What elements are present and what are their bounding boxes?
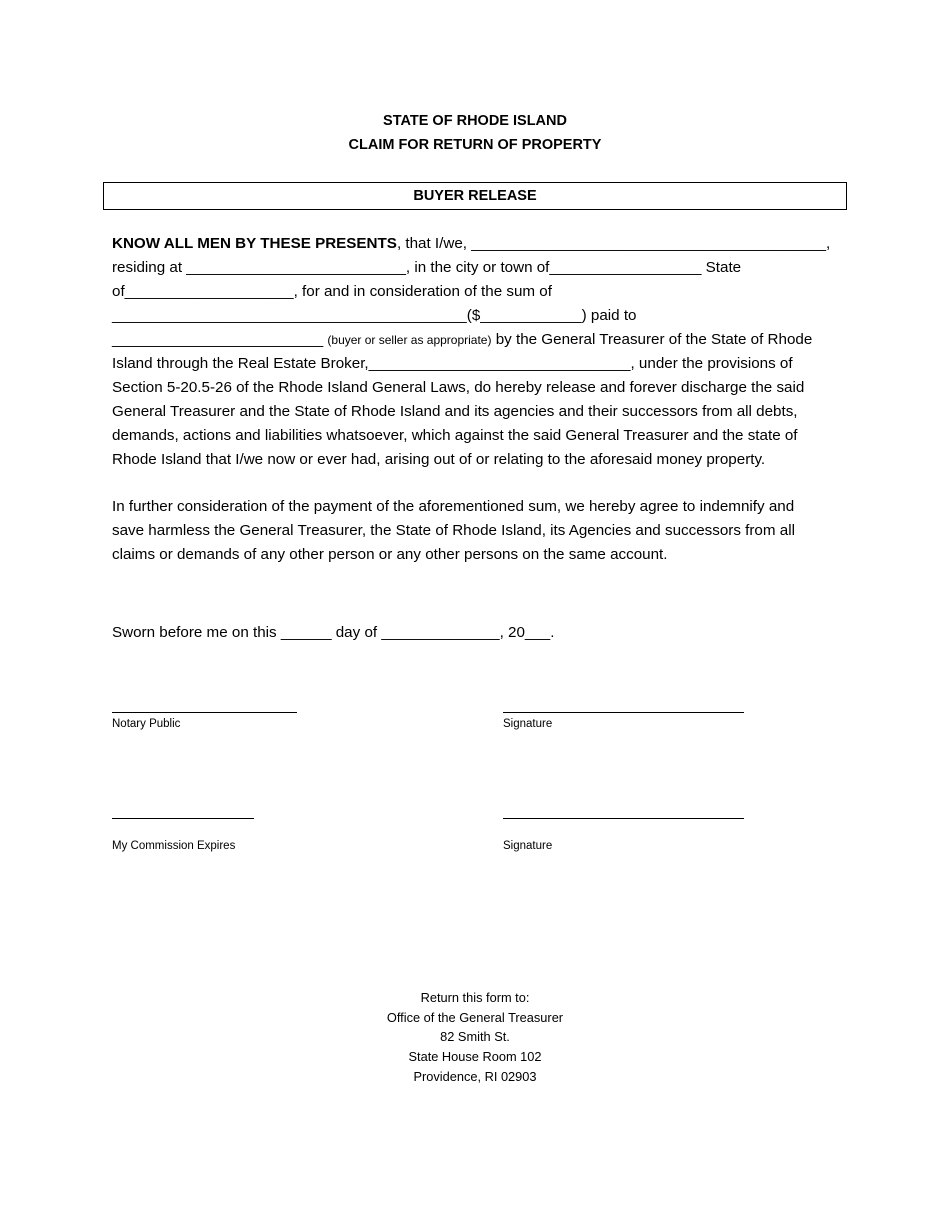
paragraph1-line2: residing at __________________________, in the city or town of__________________ State [112,259,742,276]
paragraph1-line5-rest: by the General Treasurer of the State of Rhode [495,331,813,348]
return-address-line3: 82 Smith St. [440,1029,510,1045]
paragraph1-line10: Rhode Island that I/we now or ever had, arising out of or relating to the aforesaid money property. [112,451,766,468]
paragraph1-line6: Island through the Real Estate Broker,_______________________________, under the provisions of [112,355,793,372]
paragraph1-line8: General Treasurer and the State of Rhode Island and its agencies and their successors from all debts, [112,403,798,420]
paragraph2-line2: save harmless the General Treasurer, the State of Rhode Island, its Agencies and successors from all [112,522,795,539]
sworn-statement: Sworn before me on this ______ day of ______________, 20___. [112,624,555,641]
paragraph1-line9: demands, actions and liabilities whatsoever, which against the said General Treasurer and the state of [112,427,798,444]
notary-public-label: Notary Public [112,718,181,730]
paragraph2-line3: claims or demands of any other person or any other persons on the same account. [112,546,668,563]
paragraph1-line7: Section 5-20.5-26 of the Rhode Island General Laws, do hereby release and forever discharge the said [112,379,805,396]
buyer-seller-note: (buyer or seller as appropriate) [327,333,492,347]
payee-blank: _________________________ [112,331,324,348]
return-address [0,988,950,1087]
return-address-line1: Return this form to: [420,990,530,1005]
return-address-line4: State House Room 102 [408,1049,542,1065]
return-address-line5: Providence, RI 02903 [413,1068,537,1084]
paragraph1-line4: __________________________________________($____________) paid to [112,307,637,324]
return-address-line2: Office of the General Treasurer [386,1009,564,1025]
grantor-name-blank: , that I/we, __________________________________________, [396,235,831,252]
signature-label-2: Signature [503,840,553,852]
paragraph1-line3: of____________________, for and in consideration of the sum of [112,283,552,300]
signature-line-1 [503,712,744,713]
commission-expires-line [112,818,254,819]
signature-label-1: Signature [503,718,553,730]
paragraph1-line1 [112,234,830,254]
page-title: STATE OF RHODE ISLAND [383,113,567,129]
paragraph2-line1: In further consideration of the payment of the aforementioned sum, we hereby agree to indemnify and [112,498,795,515]
notary-signature-line [112,712,297,713]
paragraph1-line5 [112,330,812,350]
know-all-men-heading: KNOW ALL MEN BY THESE PRESENTS [112,235,397,252]
signature-line-2 [503,818,744,819]
page-subtitle: CLAIM FOR RETURN OF PROPERTY [348,137,602,153]
section-title-box: BUYER RELEASE [103,182,847,210]
commission-expires-label: My Commission Expires [112,840,236,852]
